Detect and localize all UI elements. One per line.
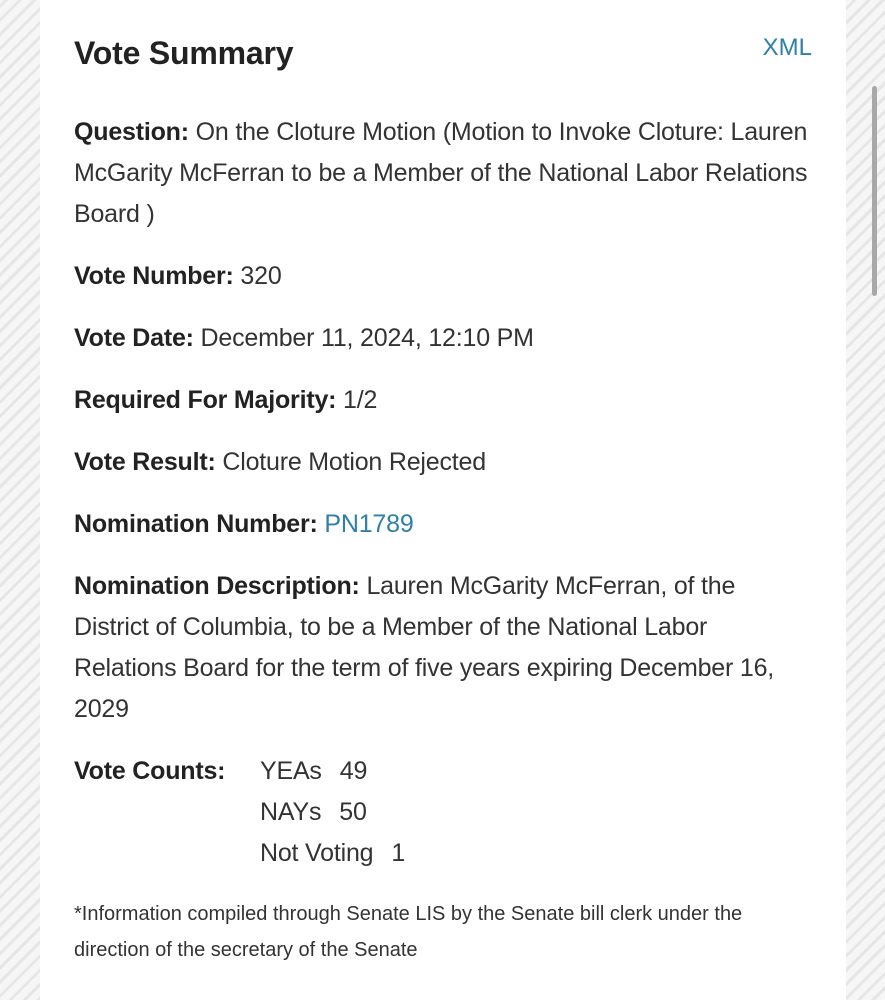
count-value: 50 <box>339 798 367 826</box>
nomination-number-label: Nomination Number: <box>74 510 318 538</box>
page-title: Vote Summary <box>74 35 294 71</box>
count-value: 1 <box>391 839 406 867</box>
nomination-description-label: Nomination Description: <box>74 572 360 600</box>
question-label: Question: <box>74 118 189 146</box>
count-name: NAYs <box>260 798 322 826</box>
vote-counts-field <box>74 751 812 874</box>
scrollbar-thumb[interactable] <box>872 86 877 296</box>
question-field <box>74 112 812 235</box>
nomination-number-field <box>74 504 812 545</box>
nomination-description-field <box>74 566 812 730</box>
question-value: On the Cloture Motion (Motion to Invoke Cloture: Lauren McGarity McFerran to be a Member of the National Labor Relations Board ) <box>74 118 808 228</box>
count-value: 49 <box>339 757 368 785</box>
vote-count-row-not-voting <box>260 833 405 874</box>
vote-number-label: Vote Number: <box>74 262 234 290</box>
vote-result-value: Cloture Motion Rejected <box>222 448 486 476</box>
vote-result-label: Vote Result: <box>74 448 216 476</box>
vote-number-value: 320 <box>240 262 282 290</box>
vote-count-row-nays <box>260 792 405 833</box>
vote-number-field <box>74 256 812 297</box>
card-header <box>74 30 812 86</box>
vote-date-label: Vote Date: <box>74 324 194 352</box>
vote-summary-card <box>40 0 846 1000</box>
vote-date-value: December 11, 2024, 12:10 PM <box>200 324 534 352</box>
vote-count-row-yeas <box>260 751 405 792</box>
nomination-description-value: Lauren McGarity McFerran, of the District of Columbia, to be a Member of the National Labor Relations Board for the term of five years expiring December 16, 2029 <box>74 572 775 723</box>
count-name: YEAs <box>260 757 322 785</box>
required-majority-value: 1/2 <box>343 386 378 414</box>
vote-counts-label: Vote Counts: <box>74 757 226 785</box>
vote-result-field <box>74 442 812 483</box>
required-majority-label: Required For Majority: <box>74 386 337 414</box>
footnote: *Information compiled through Senate LIS by the Senate bill clerk under the direction of the secretary of the Senate <box>74 903 743 961</box>
count-name: Not Voting <box>260 839 374 867</box>
xml-link[interactable]: XML <box>762 34 812 61</box>
nomination-number-link[interactable]: PN1789 <box>324 510 414 538</box>
vote-date-field <box>74 318 812 359</box>
required-majority-field <box>74 380 812 421</box>
vote-counts-list <box>260 751 405 874</box>
